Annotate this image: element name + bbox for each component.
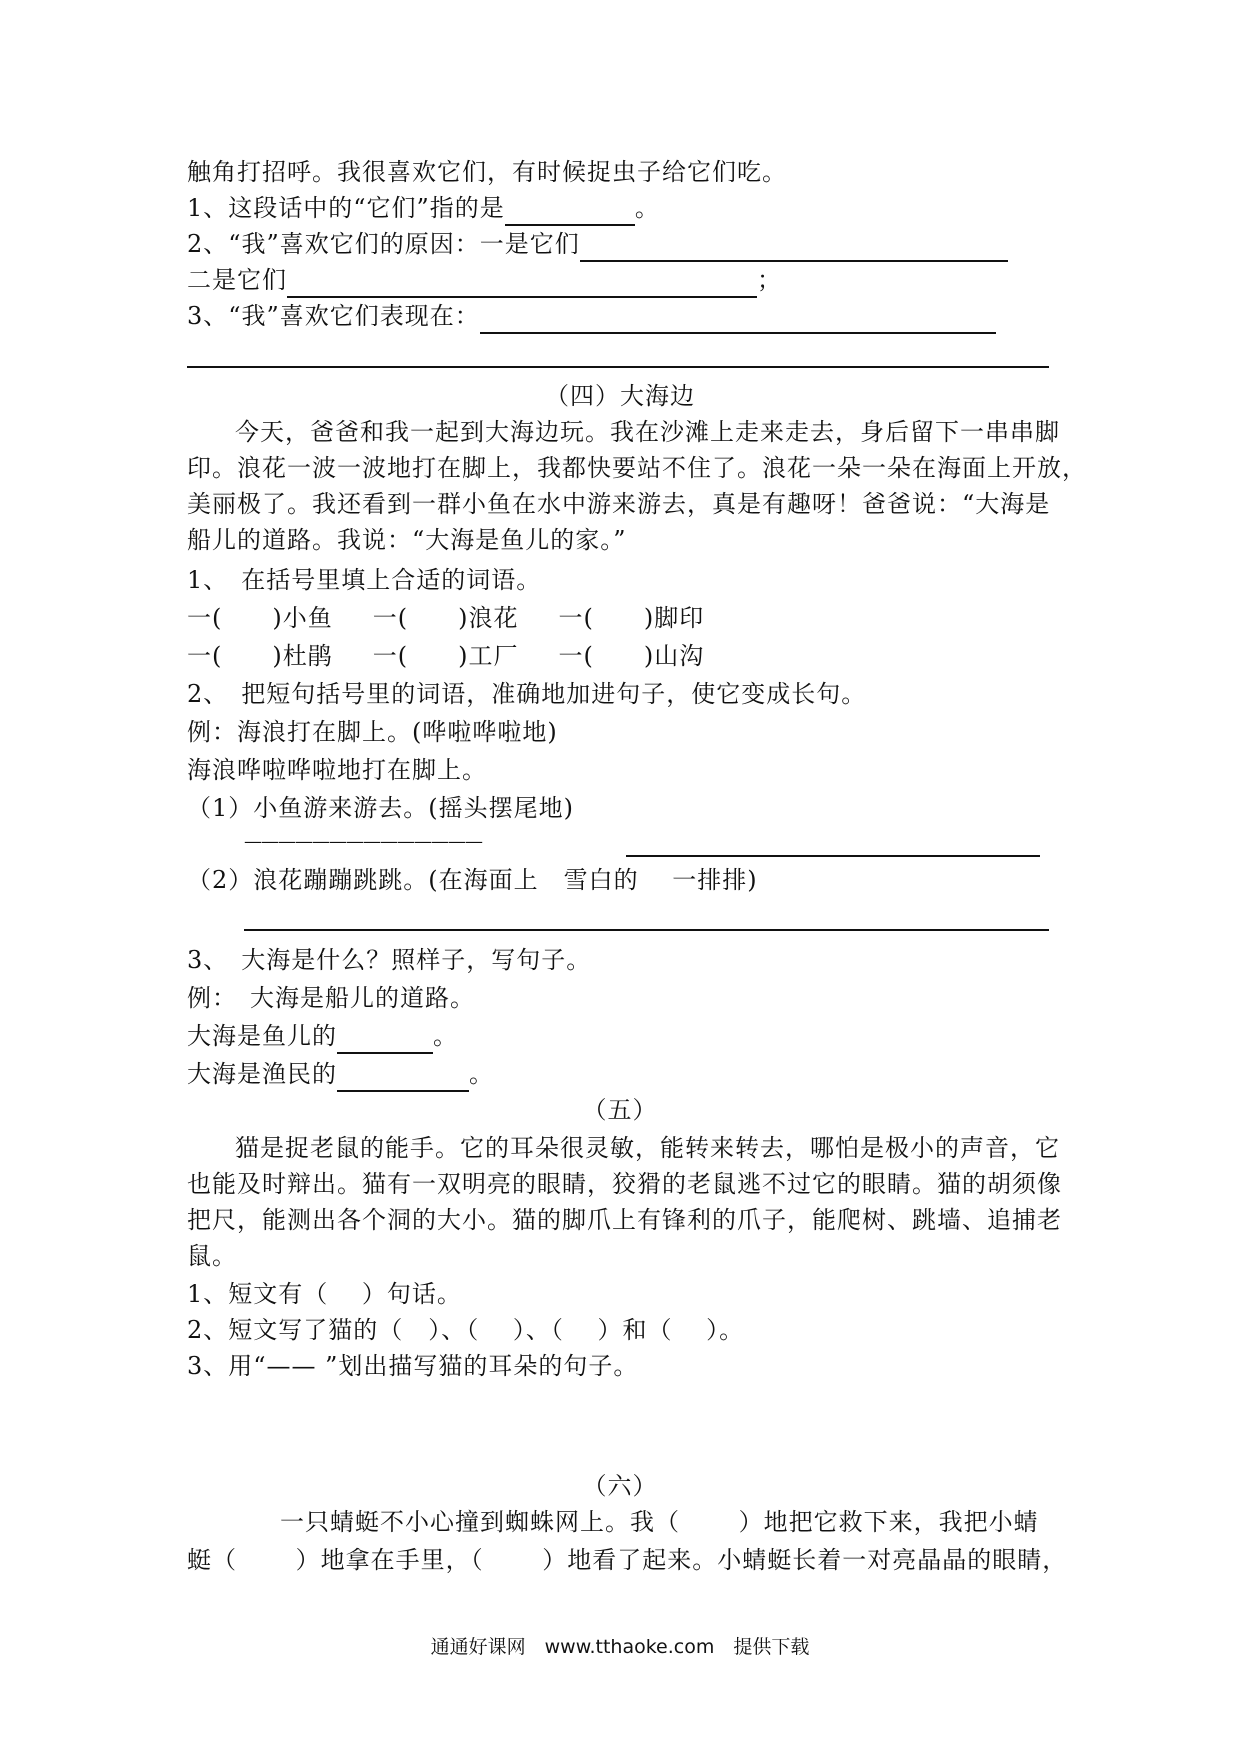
- passage-line: 船儿的道路。我说：“大海是鱼儿的家。”: [187, 526, 627, 554]
- fill-row: 一( )小鱼 一( )浪花 一( )脚印: [187, 604, 705, 632]
- passage-line: 一只蜻蜓不小心撞到蜘蛛网上。我（ ）地把它救下来，我把小蜻: [280, 1508, 1039, 1536]
- section-title: （五）: [582, 1096, 658, 1124]
- passage-line: 触角打招呼。我很喜欢它们，有时候捉虫子给它们吃。: [187, 158, 787, 186]
- passage-line: 鼠。: [187, 1242, 237, 1270]
- question-2: 2、“我”喜欢它们的原因：一是它们: [187, 226, 1008, 262]
- answer-blank[interactable]: [505, 198, 635, 226]
- question-3: 3、“我”喜欢它们表现在：: [187, 298, 996, 334]
- question-2-cont: 二是它们 ；: [187, 262, 782, 298]
- answer-line-1: 大海是鱼儿的 。: [187, 1018, 458, 1054]
- question-2: 2、 把短句括号里的词语，准确地加进句子，使它变成长句。: [187, 680, 867, 708]
- answer-blank[interactable]: [287, 270, 757, 298]
- example-line: 例： 大海是船儿的道路。: [187, 984, 475, 1012]
- answer-line[interactable]: [244, 929, 1049, 931]
- answer-blank[interactable]: [480, 306, 996, 334]
- section-title: （四）大海边: [545, 382, 695, 410]
- sentence-1: （1）小鱼游来游去。(摇头摆尾地): [187, 794, 574, 822]
- passage-line: 今天，爸爸和我一起到大海边玩。我在沙滩上走来走去，身后留下一串串脚: [235, 418, 1060, 446]
- passage-line: 蜓（ ）地拿在手里，（ ）地看了起来。小蜻蜓长着一对亮晶晶的眼睛，: [187, 1546, 1068, 1574]
- sentence-2: （2）浪花蹦蹦跳跳。(在海面上 雪白的 一排排): [187, 866, 758, 894]
- passage-line: 猫是捉老鼠的能手。它的耳朵很灵敏，能转来转去，哪怕是极小的声音，它: [235, 1134, 1060, 1162]
- question-2: 2、短文写了猫的（ ）、（ ）、（ ）和（ ）。: [187, 1316, 745, 1344]
- footer-text: 通通好课网 www.tthaoke.com 提供下载: [430, 1636, 810, 1658]
- question-1: 1、 在括号里填上合适的词语。: [187, 566, 542, 594]
- passage-line: 也能及时辩出。猫有一双明亮的眼睛，狡猾的老鼠逃不过它的眼睛。猫的胡须像: [187, 1170, 1062, 1198]
- example-line: 海浪哗啦哗啦地打在脚上。: [187, 756, 487, 784]
- answer-blank[interactable]: [337, 1064, 469, 1092]
- question-3: 3、用“—— ”划出描写猫的耳朵的句子。: [187, 1352, 639, 1380]
- section-title: （六）: [582, 1472, 658, 1500]
- example-line: 例：海浪打在脚上。(哗啦哗啦地): [187, 718, 558, 746]
- dash-line: ——————————————: [244, 831, 482, 852]
- fill-row: 一( )杜鹃 一( )工厂 一( )山沟: [187, 642, 705, 670]
- passage-line: 美丽极了。我还看到一群小鱼在水中游来游去，真是有趣呀！爸爸说：“大海是: [187, 490, 1051, 518]
- passage-line: 印。浪花一波一波地打在脚上，我都快要站不住了。浪花一朵一朵在海面上开放，: [187, 454, 1087, 482]
- answer-blank[interactable]: [580, 234, 1008, 262]
- answer-line[interactable]: [626, 855, 1040, 857]
- question-1: 1、短文有（ ）句话。: [187, 1280, 462, 1308]
- passage-line: 把尺，能测出各个洞的大小。猫的脚爪上有锋利的爪子，能爬树、跳墙、追捕老: [187, 1206, 1062, 1234]
- answer-blank[interactable]: [337, 1026, 433, 1054]
- answer-line-2: 大海是渔民的 。: [187, 1056, 494, 1092]
- question-1: 1、这段话中的“它们”指的是 。: [187, 190, 660, 226]
- question-3: 3、 大海是什么？照样子，写句子。: [187, 946, 592, 974]
- answer-line[interactable]: [187, 366, 1049, 368]
